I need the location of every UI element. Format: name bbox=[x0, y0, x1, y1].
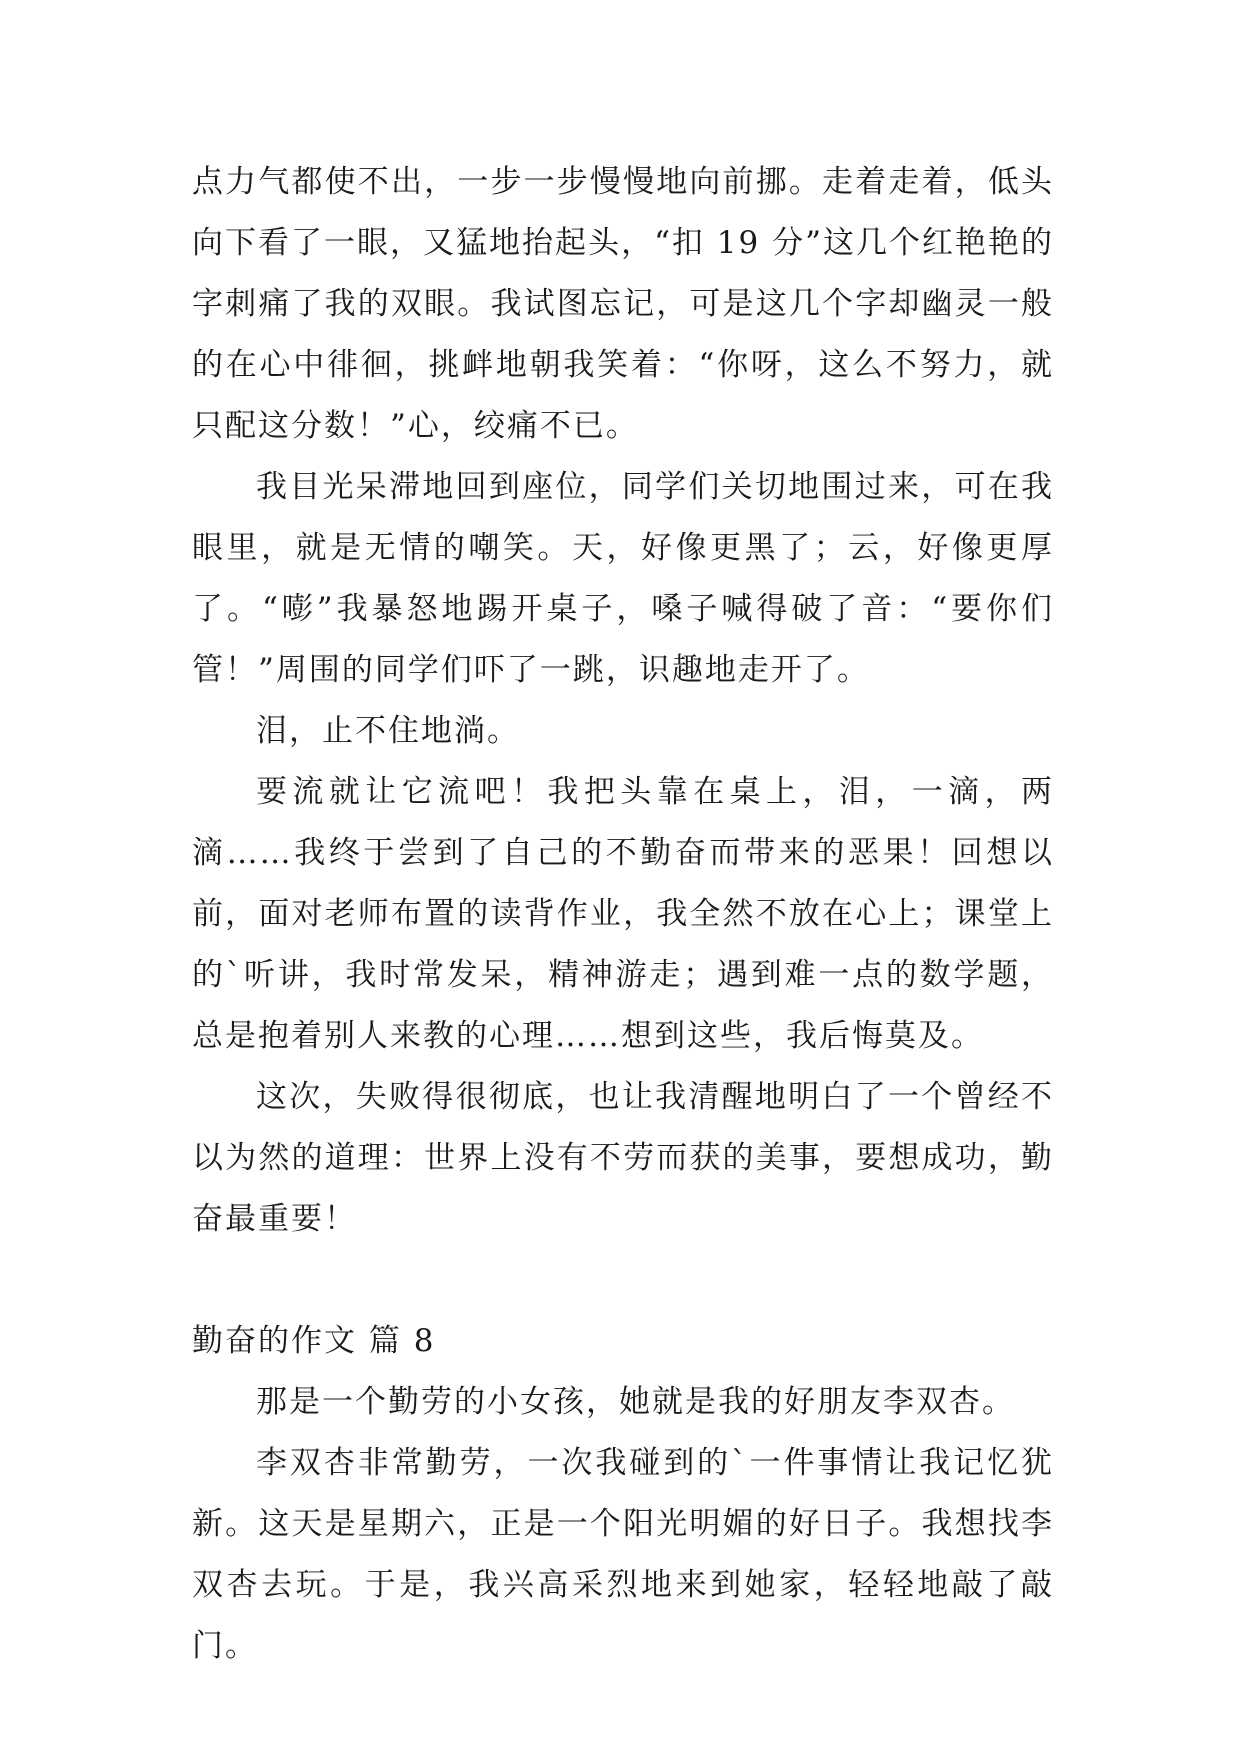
paragraph-continuation: 点力气都使不出，一步一步慢慢地向前挪。走着走着，低头向下看了一眼，又猛地抬起头，“扣 19 分”这几个红艳艳的字刺痛了我的双眼。我试图忘记，可是这几个字却幽灵一般的在心中徘徊，挑衅地朝我笑着：“你呀，这么不努力，就只配这分数！”心，绞痛不已。 bbox=[192, 164, 1054, 444]
paragraph: 这次，失败得很彻底，也让我清醒地明白了一个曾经不以为然的道理：世界上没有不劳而获的美事，要想成功，勤奋最重要！ bbox=[192, 1079, 1054, 1237]
document-body bbox=[192, 152, 1054, 1677]
paragraph: 那是一个勤劳的小女孩，她就是我的好朋友李双杏。 bbox=[256, 1384, 1015, 1420]
paragraph: 我目光呆滞地回到座位，同学们关切地围过来，可在我眼里，就是无情的嘲笑。天，好像更黑了；云，好像更厚了。“嘭”我暴怒地踢开桌子，嗓子喊得破了音：“要你们管！”周围的同学们吓了一跳，识趣地走开了。 bbox=[192, 469, 1054, 688]
section-heading: 勤奋的作文 篇 8 bbox=[192, 1323, 436, 1359]
paragraph: 泪，止不住地淌。 bbox=[256, 713, 520, 749]
paragraph: 李双杏非常勤劳，一次我碰到的`一件事情让我记忆犹新。这天是星期六，正是一个阳光明媚的好日子。我想找李双杏去玩。于是，我兴高采烈地来到她家，轻轻地敲了敲门。 bbox=[192, 1445, 1054, 1664]
paragraph: 要流就让它流吧！我把头靠在桌上，泪，一滴，两滴……我终于尝到了自己的不勤奋而带来的恶果！回想以前，面对老师布置的读背作业，我全然不放在心上；课堂上的`听讲，我时常发呆，精神游走；遇到难一点的数学题，总是抱着别人来教的心理……想到这些，我后悔莫及。 bbox=[192, 774, 1054, 1054]
